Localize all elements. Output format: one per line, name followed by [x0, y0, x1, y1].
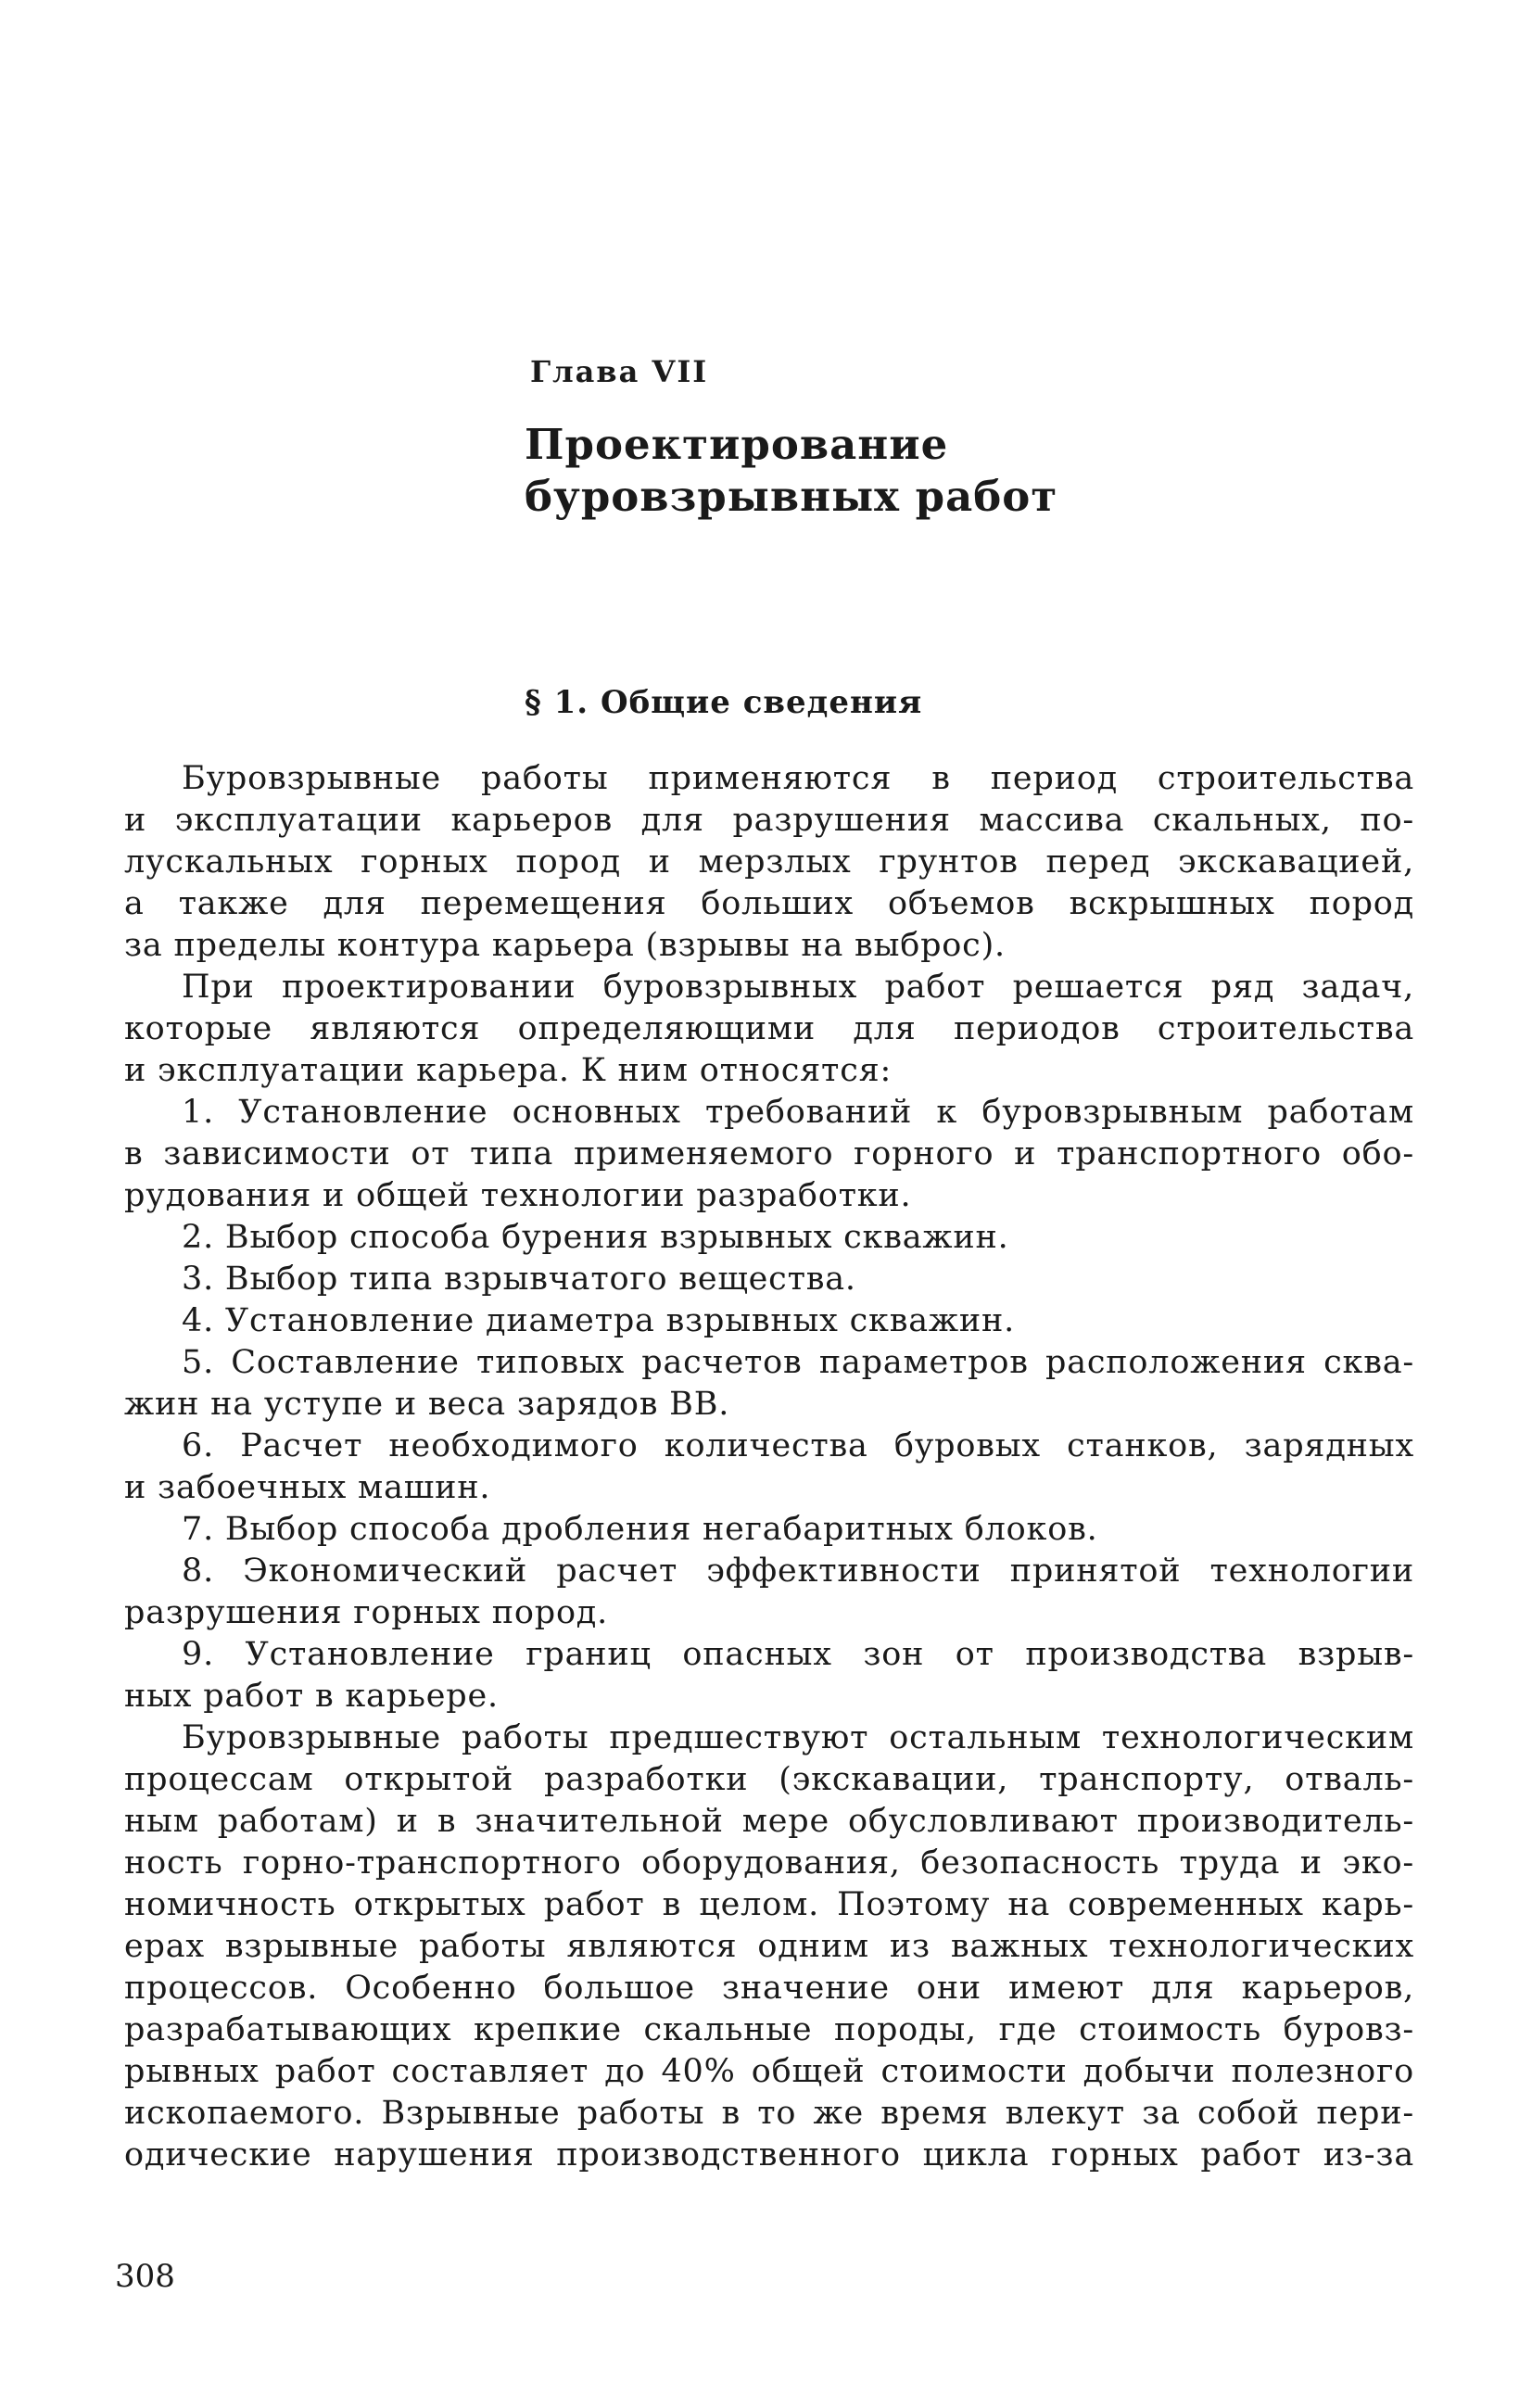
list-item-line: 5. Составление типовых расчетов параметров расположения сква-: [182, 1344, 1414, 1381]
text-line: Буровзрывные работы предшествуют остальным технологическим: [182, 1719, 1414, 1756]
text-line: а также для перемещения больших объемов вскрышных пород: [124, 885, 1414, 922]
text-line: ным работам) и в значительной мере обусловливают производитель-: [124, 1803, 1414, 1840]
list-item-line: 8. Экономический расчет эффективности принятой технологии: [182, 1553, 1414, 1590]
list-item-line: 6. Расчет необходимого количества буровых станков, зарядных: [182, 1427, 1414, 1464]
section-title: § 1. Общие сведения: [525, 684, 923, 721]
list-item-line: и забоечных машин.: [124, 1469, 491, 1506]
list-item-line: 2. Выбор способа бурения взрывных скважин.: [182, 1219, 1009, 1256]
text-line: номичность открытых работ в целом. Поэтому на современных карь-: [124, 1886, 1414, 1923]
text-line: ископаемого. Взрывные работы в то же время влекут за собой пери-: [124, 2095, 1414, 2132]
list-item-line: ных работ в карьере.: [124, 1678, 499, 1715]
text-line: ерах взрывные работы являются одним из важных технологических: [124, 1928, 1414, 1965]
list-item-line: 7. Выбор способа дробления негабаритных блоков.: [182, 1511, 1098, 1548]
text-line: одические нарушения производственного цикла горных работ из-за: [124, 2136, 1414, 2174]
list-item-line: в зависимости от типа применяемого горного и транспортного обо-: [124, 1135, 1414, 1172]
list-item-line: 9. Установление границ опасных зон от производства взрыв-: [182, 1636, 1414, 1673]
list-item-line: рудования и общей технологии разработки.: [124, 1177, 912, 1214]
body-text: [124, 758, 1414, 2176]
text-line: процессов. Особенно большое значение они имеют для карьеров,: [124, 1970, 1414, 2007]
list-item-line: 4. Установление диаметра взрывных скважин.: [182, 1302, 1016, 1339]
text-line: процессам открытой разработки (экскавации, транспорту, отваль-: [124, 1761, 1414, 1798]
text-line: лускальных горных пород и мерзлых грунтов перед экскавацией,: [124, 843, 1414, 881]
text-line: Буровзрывные работы применяются в период строительства: [182, 760, 1414, 797]
text-line: рывных работ составляет до 40% общей стоимости добычи полезного: [124, 2053, 1414, 2090]
page-number: 308: [115, 2258, 175, 2295]
text-line: и эксплуатации карьеров для разрушения массива скальных, по-: [124, 802, 1414, 839]
list-item-line: 1. Установление основных требований к буровзрывным работам: [182, 1094, 1414, 1131]
list-item-line: разрушения горных пород.: [124, 1594, 609, 1631]
chapter-title-line-2: буровзрывных работ: [525, 472, 1058, 521]
chapter-title-line-1: Проектирование: [525, 420, 949, 469]
text-line: При проектировании буровзрывных работ решается ряд задач,: [182, 969, 1414, 1006]
text-line: и эксплуатации карьера. К ним относятся:: [124, 1052, 893, 1089]
text-line: которые являются определяющими для периодов строительства: [124, 1010, 1414, 1047]
chapter-title: [525, 419, 1057, 523]
chapter-label: Глава VII: [530, 354, 709, 389]
text-line: за пределы контура карьера (взрывы на выброс).: [124, 927, 1006, 964]
text-line: разрабатывающих крепкие скальные породы, где стоимость буровз-: [124, 2011, 1414, 2048]
text-line: ность горно-транспортного оборудования, безопасность труда и эко-: [124, 1844, 1414, 1882]
list-item-line: жин на уступе и веса зарядов ВВ.: [124, 1386, 730, 1423]
list-item-line: 3. Выбор типа взрывчатого вещества.: [182, 1261, 856, 1298]
